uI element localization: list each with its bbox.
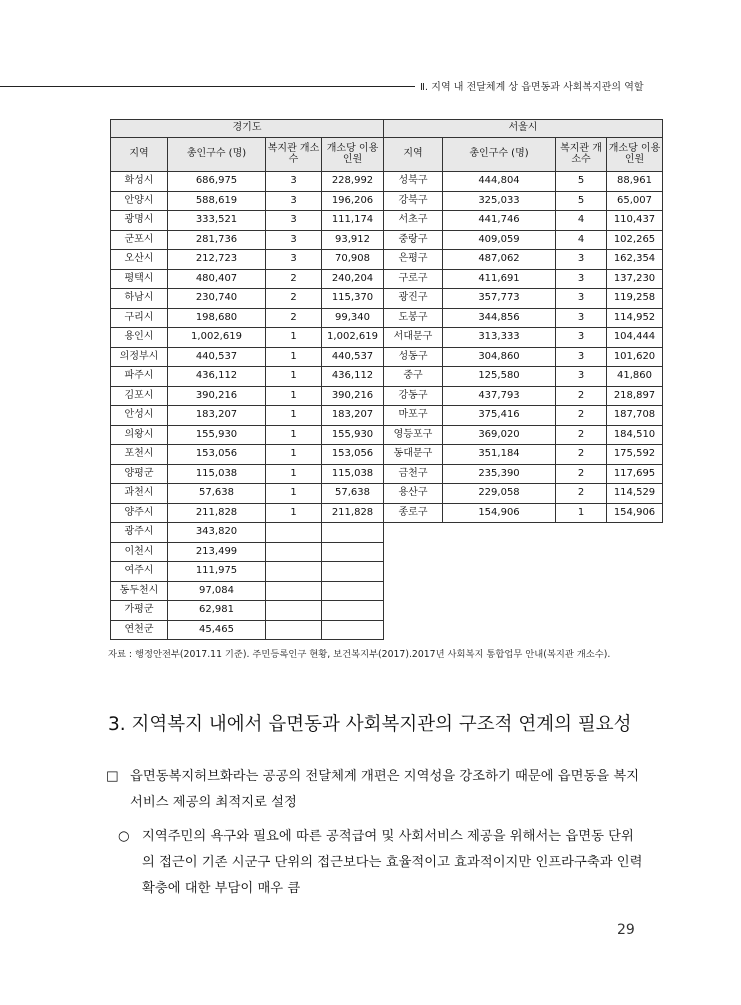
empty-cell <box>384 620 443 640</box>
table-cell: 154,906 <box>607 503 663 523</box>
empty-cell <box>443 523 556 543</box>
table-cell: 화성시 <box>111 172 168 192</box>
table-cell: 구로구 <box>384 269 443 289</box>
empty-cell <box>384 562 443 582</box>
table-cell: 444,804 <box>443 172 556 192</box>
table-row <box>111 230 663 250</box>
table-cell: 162,354 <box>607 250 663 270</box>
table-cell: 57,638 <box>168 484 266 504</box>
table-cell: 1 <box>266 386 322 406</box>
table-cell: 175,592 <box>607 445 663 465</box>
table-cell: 동두천시 <box>111 581 168 601</box>
table-cell: 436,112 <box>168 367 266 387</box>
gyeonggi-header: 경기도 <box>111 120 384 138</box>
empty-cell <box>607 523 663 543</box>
table-cell: 동대문구 <box>384 445 443 465</box>
table-row <box>111 386 663 406</box>
table-cell: 도봉구 <box>384 308 443 328</box>
table-cell <box>266 581 322 601</box>
source-note: 자료 : 행정안전부(2017.11 기준). 주민등록인구 현황, 보건복지부(2017).2017년 사회복지 통합업무 안내(복지관 개소수). <box>108 649 611 660</box>
empty-cell <box>384 542 443 562</box>
table-cell <box>266 562 322 582</box>
table-cell: 과천시 <box>111 484 168 504</box>
table-cell: 88,961 <box>607 172 663 192</box>
table-row <box>111 503 663 523</box>
empty-cell <box>443 620 556 640</box>
table-cell: 155,930 <box>168 425 266 445</box>
table-row <box>111 172 663 192</box>
table-row <box>111 542 663 562</box>
table-cell: 198,680 <box>168 308 266 328</box>
bullet-text: 읍면동복지허브화라는 공공의 전달체계 개편은 지역성을 강조하기 때문에 읍면동을 복지서비스 제공의 최적지로 설정 <box>130 769 640 810</box>
running-header: Ⅱ. 지역 내 전달체계 상 읍면동과 사회복지관의 역할 <box>420 82 644 93</box>
table-cell: 218,897 <box>607 386 663 406</box>
table-cell: 65,007 <box>607 191 663 211</box>
table-cell <box>322 562 384 582</box>
table-cell: 2 <box>266 289 322 309</box>
table-cell: 광주시 <box>111 523 168 543</box>
table-cell: 480,407 <box>168 269 266 289</box>
table-row <box>111 191 663 211</box>
table-cell: 1 <box>266 425 322 445</box>
table-cell: 93,912 <box>322 230 384 250</box>
table-row <box>111 367 663 387</box>
table-row <box>111 269 663 289</box>
table-cell: 409,059 <box>443 230 556 250</box>
table-cell: 137,230 <box>607 269 663 289</box>
table-cell: 183,207 <box>168 406 266 426</box>
empty-cell <box>556 601 607 621</box>
table-cell: 강북구 <box>384 191 443 211</box>
table-cell: 230,740 <box>168 289 266 309</box>
table-cell: 110,437 <box>607 211 663 231</box>
section-title: 3. 지역복지 내에서 읍면동과 사회복지관의 구조적 연계의 필요성 <box>108 714 632 735</box>
table-cell <box>322 542 384 562</box>
table-cell: 441,746 <box>443 211 556 231</box>
table-cell: 3 <box>556 328 607 348</box>
table-cell: 281,736 <box>168 230 266 250</box>
table-cell: 440,537 <box>322 347 384 367</box>
table-cell: 금천구 <box>384 464 443 484</box>
table-cell: 김포시 <box>111 386 168 406</box>
table-cell: 390,216 <box>168 386 266 406</box>
table-cell: 686,975 <box>168 172 266 192</box>
table-cell: 3 <box>266 191 322 211</box>
table-cell: 211,828 <box>168 503 266 523</box>
table-cell: 343,820 <box>168 523 266 543</box>
table-cell: 5 <box>556 172 607 192</box>
table-cell: 111,174 <box>322 211 384 231</box>
table-row <box>111 406 663 426</box>
empty-cell <box>556 542 607 562</box>
table-cell: 212,723 <box>168 250 266 270</box>
table-cell: 3 <box>556 308 607 328</box>
table-cell: 2 <box>556 464 607 484</box>
table-cell: 2 <box>266 269 322 289</box>
table-cell: 104,444 <box>607 328 663 348</box>
table-cell: 의왕시 <box>111 425 168 445</box>
table-cell: 3 <box>266 211 322 231</box>
table-cell: 용산구 <box>384 484 443 504</box>
col-population: 총인구수 (명) <box>443 138 556 172</box>
empty-cell <box>607 581 663 601</box>
table-cell: 187,708 <box>607 406 663 426</box>
table-cell: 1 <box>266 328 322 348</box>
bullet-item <box>106 764 646 816</box>
table-cell: 228,992 <box>322 172 384 192</box>
seoul-header: 서울시 <box>384 120 663 138</box>
table-row <box>111 347 663 367</box>
table-cell: 588,619 <box>168 191 266 211</box>
table-cell: 4 <box>556 230 607 250</box>
table-cell: 평택시 <box>111 269 168 289</box>
col-users: 개소당 이용인원 <box>322 138 384 172</box>
table-cell: 연천군 <box>111 620 168 640</box>
table-cell: 440,537 <box>168 347 266 367</box>
table-cell: 안성시 <box>111 406 168 426</box>
table-cell: 45,465 <box>168 620 266 640</box>
table-cell: 하남시 <box>111 289 168 309</box>
table-cell: 390,216 <box>322 386 384 406</box>
table-row <box>111 250 663 270</box>
empty-cell <box>607 620 663 640</box>
table-cell: 서대문구 <box>384 328 443 348</box>
table-cell: 41,860 <box>607 367 663 387</box>
welfare-center-table <box>110 119 663 640</box>
empty-cell <box>556 620 607 640</box>
empty-cell <box>607 562 663 582</box>
sub-bullet-item <box>118 824 643 902</box>
table-cell: 1 <box>266 406 322 426</box>
table-row <box>111 425 663 445</box>
table-row <box>111 601 663 621</box>
table-cell <box>322 581 384 601</box>
table-cell: 안양시 <box>111 191 168 211</box>
table-row <box>111 523 663 543</box>
table-cell: 1 <box>266 367 322 387</box>
table-row <box>111 562 663 582</box>
table-cell: 군포시 <box>111 230 168 250</box>
table-cell: 154,906 <box>443 503 556 523</box>
empty-cell <box>556 562 607 582</box>
page-number: 29 <box>617 922 635 938</box>
table-cell: 2 <box>266 308 322 328</box>
empty-cell <box>384 581 443 601</box>
table-cell: 344,856 <box>443 308 556 328</box>
table-cell: 213,499 <box>168 542 266 562</box>
table-cell: 153,056 <box>168 445 266 465</box>
table-cell: 3 <box>266 172 322 192</box>
table-cell: 119,258 <box>607 289 663 309</box>
table-cell: 5 <box>556 191 607 211</box>
table-cell: 1 <box>556 503 607 523</box>
empty-cell <box>607 542 663 562</box>
table-cell: 성동구 <box>384 347 443 367</box>
table-cell: 3 <box>556 367 607 387</box>
table-cell: 196,206 <box>322 191 384 211</box>
table-cell: 영등포구 <box>384 425 443 445</box>
table-cell: 114,529 <box>607 484 663 504</box>
table-cell: 115,038 <box>322 464 384 484</box>
table-cell <box>266 601 322 621</box>
table-cell: 304,860 <box>443 347 556 367</box>
table-cell: 3 <box>266 250 322 270</box>
table-cell: 1 <box>266 503 322 523</box>
table-cell: 2 <box>556 445 607 465</box>
table-cell: 양평군 <box>111 464 168 484</box>
table-cell: 101,620 <box>607 347 663 367</box>
table-cell: 광진구 <box>384 289 443 309</box>
table-cell: 구리시 <box>111 308 168 328</box>
empty-cell <box>443 601 556 621</box>
table-cell: 파주시 <box>111 367 168 387</box>
table-row <box>111 464 663 484</box>
col-centers: 복지관 개소수 <box>266 138 322 172</box>
table-cell: 1 <box>266 464 322 484</box>
table-cell: 여주시 <box>111 562 168 582</box>
table-cell: 3 <box>556 289 607 309</box>
table-cell: 포천시 <box>111 445 168 465</box>
table-row <box>111 308 663 328</box>
table-cell: 종로구 <box>384 503 443 523</box>
table-cell: 333,521 <box>168 211 266 231</box>
table-cell: 436,112 <box>322 367 384 387</box>
col-region: 지역 <box>111 138 168 172</box>
col-population: 총인구수 (명) <box>168 138 266 172</box>
table-cell: 117,695 <box>607 464 663 484</box>
table-cell: 369,020 <box>443 425 556 445</box>
table-cell: 4 <box>556 211 607 231</box>
table-cell: 성북구 <box>384 172 443 192</box>
table-cell <box>266 620 322 640</box>
table-cell: 111,975 <box>168 562 266 582</box>
table-cell: 411,691 <box>443 269 556 289</box>
table-cell: 57,638 <box>322 484 384 504</box>
table-cell: 1 <box>266 445 322 465</box>
table-cell: 183,207 <box>322 406 384 426</box>
table-cell: 487,062 <box>443 250 556 270</box>
sub-bullet-text: 지역주민의 욕구와 필요에 따른 공적급여 및 사회서비스 제공을 위해서는 읍면동 단위의 접근이 기존 시군구 단위의 접근보다는 효율적이고 효과적이지만 인프라구축과 인력 확충에 대한 부담이 매우 큼 <box>142 829 643 896</box>
table-cell: 가평군 <box>111 601 168 621</box>
table-cell: 마포구 <box>384 406 443 426</box>
table-cell: 351,184 <box>443 445 556 465</box>
table-row <box>111 581 663 601</box>
table-cell: 235,390 <box>443 464 556 484</box>
table-cell: 3 <box>266 230 322 250</box>
table-cell <box>266 523 322 543</box>
table-cell: 중랑구 <box>384 230 443 250</box>
table-cell: 2 <box>556 425 607 445</box>
table-cell: 의정부시 <box>111 347 168 367</box>
empty-cell <box>443 542 556 562</box>
table-cell: 광명시 <box>111 211 168 231</box>
table-cell: 313,333 <box>443 328 556 348</box>
table-cell: 중구 <box>384 367 443 387</box>
table-cell: 102,265 <box>607 230 663 250</box>
table-cell: 114,952 <box>607 308 663 328</box>
table-cell: 99,340 <box>322 308 384 328</box>
table-cell <box>322 620 384 640</box>
table-row <box>111 328 663 348</box>
table-cell: 115,038 <box>168 464 266 484</box>
table-cell: 70,908 <box>322 250 384 270</box>
empty-cell <box>556 581 607 601</box>
table-cell: 211,828 <box>322 503 384 523</box>
table-cell: 115,370 <box>322 289 384 309</box>
table-cell: 125,580 <box>443 367 556 387</box>
table-cell: 1 <box>266 484 322 504</box>
empty-cell <box>384 601 443 621</box>
table-cell: 오산시 <box>111 250 168 270</box>
table-cell: 184,510 <box>607 425 663 445</box>
table-cell: 229,058 <box>443 484 556 504</box>
empty-cell <box>384 523 443 543</box>
table-row <box>111 445 663 465</box>
table-cell <box>266 542 322 562</box>
table-cell: 62,981 <box>168 601 266 621</box>
table-cell: 은평구 <box>384 250 443 270</box>
header-rule <box>0 86 415 87</box>
table-row <box>111 620 663 640</box>
col-centers: 복지관 개소수 <box>556 138 607 172</box>
table-cell: 이천시 <box>111 542 168 562</box>
table-cell: 서초구 <box>384 211 443 231</box>
table-cell: 2 <box>556 406 607 426</box>
table-cell <box>322 523 384 543</box>
col-region: 지역 <box>384 138 443 172</box>
table-cell: 357,773 <box>443 289 556 309</box>
table-cell: 3 <box>556 250 607 270</box>
col-users: 개소당 이용인원 <box>607 138 663 172</box>
table-row <box>111 484 663 504</box>
empty-cell <box>443 562 556 582</box>
table-cell: 375,416 <box>443 406 556 426</box>
table-cell: 240,204 <box>322 269 384 289</box>
empty-cell <box>556 523 607 543</box>
table-cell: 155,930 <box>322 425 384 445</box>
empty-cell <box>443 581 556 601</box>
table-cell: 97,084 <box>168 581 266 601</box>
circle-bullet-icon: ○ <box>118 829 130 844</box>
empty-cell <box>607 601 663 621</box>
table-cell: 437,793 <box>443 386 556 406</box>
table-cell: 1,002,619 <box>168 328 266 348</box>
table-cell: 용인시 <box>111 328 168 348</box>
table-cell: 153,056 <box>322 445 384 465</box>
table-row <box>111 289 663 309</box>
table-cell <box>322 601 384 621</box>
table-cell: 3 <box>556 347 607 367</box>
table-cell: 2 <box>556 484 607 504</box>
table-cell: 325,033 <box>443 191 556 211</box>
table-cell: 강동구 <box>384 386 443 406</box>
square-bullet-icon: □ <box>106 769 119 784</box>
table-cell: 1,002,619 <box>322 328 384 348</box>
table-cell: 1 <box>266 347 322 367</box>
table-cell: 양주시 <box>111 503 168 523</box>
table-cell: 3 <box>556 269 607 289</box>
table-cell: 2 <box>556 386 607 406</box>
table-row <box>111 211 663 231</box>
